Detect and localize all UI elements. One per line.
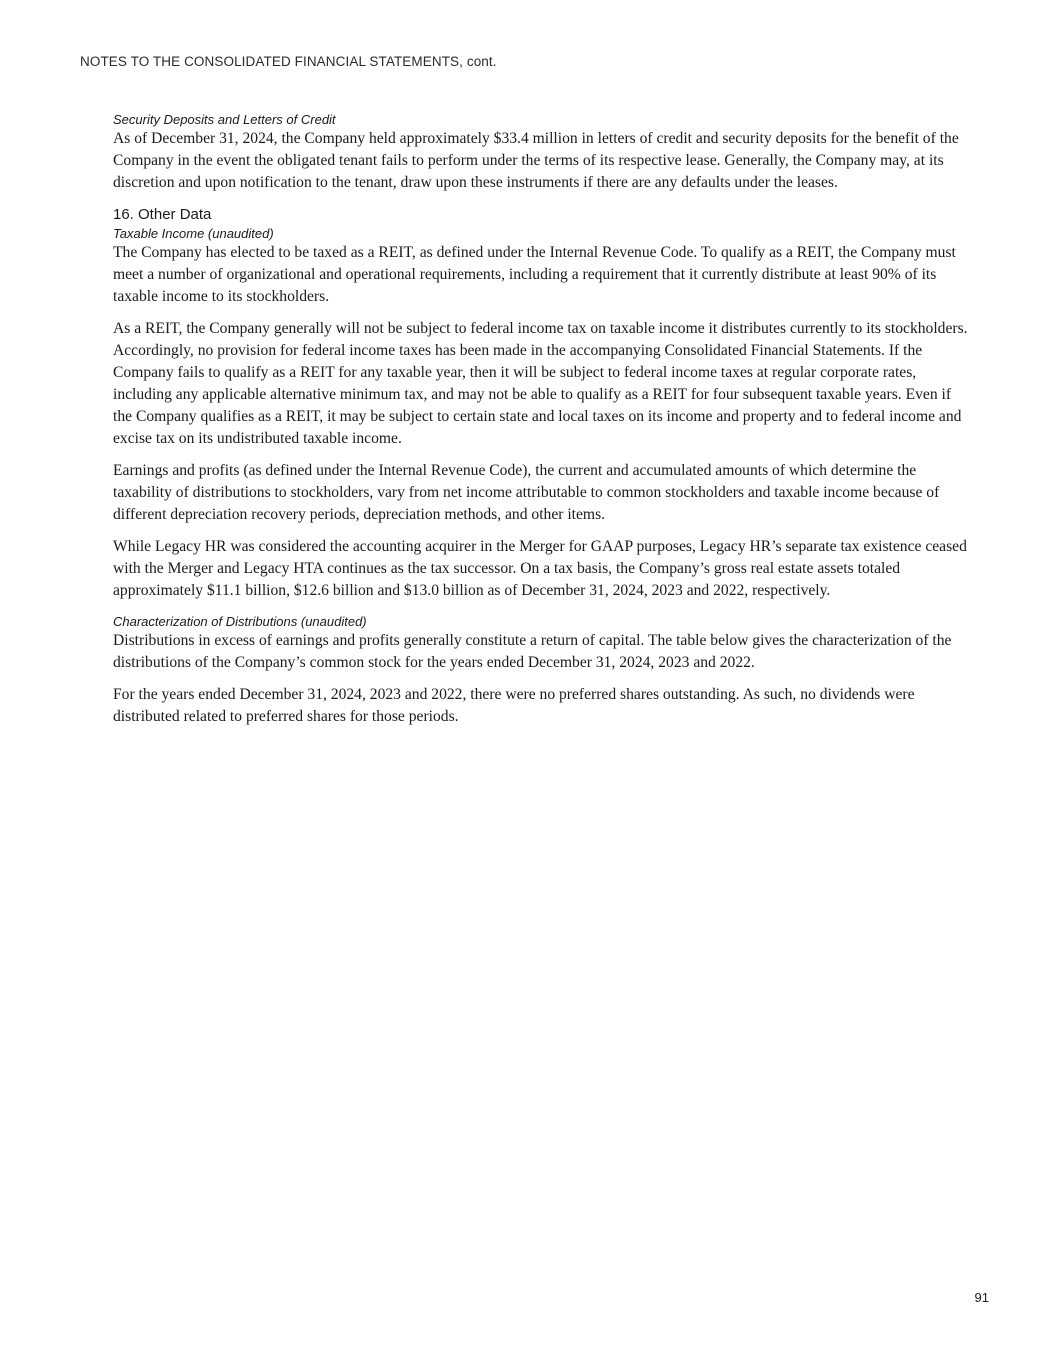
paragraph-taxable-income-3: Earnings and profits (as defined under the Internal Revenue Code), the current and accumulated amounts of which determine the taxability of distributions to stockholders, vary from net income attributable to common stockholders and taxable income because of different depreciation recovery periods, depreciation methods, and other items.: [113, 462, 940, 523]
page-number: 91: [974, 1290, 989, 1305]
paragraph-distributions-2: For the years ended December 31, 2024, 2023 and 2022, there were no preferred shares outstanding. As such, no dividends were distributed related to preferred shares for those periods.: [113, 686, 915, 725]
subheading-characterization-of-distributions: Characterization of Distributions (unaudited): [113, 614, 367, 629]
paragraph-taxable-income-4: While Legacy HR was considered the accounting acquirer in the Merger for GAAP purposes, Legacy HR’s separate tax existence ceased with the Merger and Legacy HTA continues as the tax successor. On a tax basis, the Company’s gross real estate assets totaled approximately $11.1 billion, $12.6 billion and $13.0 billion as of December 31, 2024, 2023 and 2022, respectively.: [113, 538, 967, 599]
section-heading-other-data: 16. Other Data: [113, 206, 212, 223]
subheading-security-deposits: Security Deposits and Letters of Credit: [113, 112, 336, 127]
subheading-taxable-income: Taxable Income (unaudited): [113, 226, 274, 241]
paragraph-distributions-1: Distributions in excess of earnings and profits generally constitute a return of capital. The table below gives the characterization of the distributions of the Company’s common stock for the years ended December 31, 2024, 2023 and 2022.: [113, 632, 952, 671]
document-body: [113, 112, 973, 738]
paragraph-taxable-income-1: The Company has elected to be taxed as a REIT, as defined under the Internal Revenue Code. To qualify as a REIT, the Company must meet a number of organizational and operational requirements, including a requirement that it currently distribute at least 90% of its taxable income to its stockholders.: [113, 244, 956, 305]
paragraph-taxable-income-2: As a REIT, the Company generally will not be subject to federal income tax on taxable income it distributes currently to its stockholders. Accordingly, no provision for federal income taxes has been made in the accompanying Consolidated Financial Statements. If the Company fails to qualify as a REIT for any taxable year, then it will be subject to federal income taxes at regular corporate rates, including any applicable alternative minimum tax, and may not be able to qualify as a REIT for four subsequent taxable years. Even if the Company qualifies as a REIT, it may be subject to certain state and local taxes on its income and property and to federal income and excise tax on its undistributed taxable income.: [113, 320, 968, 447]
paragraph-security-deposits: As of December 31, 2024, the Company held approximately $33.4 million in letters of credit and security deposits for the benefit of the Company in the event the obligated tenant fails to perform under the terms of its respective lease. Generally, the Company may, at its discretion and upon notification to the tenant, draw upon these instruments if there are any defaults under the leases.: [113, 130, 959, 191]
running-header: NOTES TO THE CONSOLIDATED FINANCIAL STATEMENTS, cont.: [80, 54, 497, 69]
